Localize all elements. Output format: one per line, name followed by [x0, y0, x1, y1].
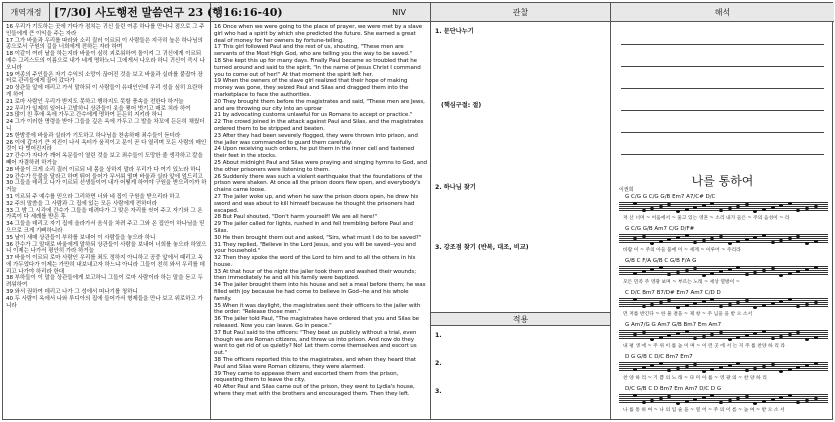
korean-verse: 19 여종의 주인들은 자기 수익의 소망이 끊어진 것을 보고 바울과 실라를 붙잡아 장터로 관리들에게 끌어 갔다가 [6, 71, 203, 85]
music-note [702, 204, 706, 207]
music-note [642, 401, 646, 404]
music-note [753, 306, 757, 309]
music-note [702, 370, 706, 373]
chord-line: D G G/B C D/C Bm7 Em7 [625, 354, 693, 360]
music-note [771, 241, 775, 244]
writing-line [621, 110, 824, 111]
music-note [719, 366, 723, 369]
niv-verse: 33 At that hour of the night the jailer took them and washed their wounds; then immediately he and all his family were baptized. [214, 268, 417, 282]
korean-verse: 32 주의 말씀을 그 사람과 그 집에 있는 모든 사람에게 전하더라 [6, 200, 157, 207]
music-note [659, 301, 663, 304]
niv-verse: 30 He then brought them out and asked, "Sirs, what must I do to be saved?" [214, 234, 422, 241]
niv-verse: 16 Once when we were going to the place of prayer, we were met by a slave girl who had a spirit by which she predicted the future. She earned a great deal of money for her owners by fortune-telling. [214, 24, 423, 44]
music-note [745, 238, 749, 241]
korean-verse: 30 그들을 데리고 나가 이르되 선생들이여 내가 어떻게 하여야 구원을 받으리이까 하거늘 [6, 180, 207, 194]
niv-verse: 25 About midnight Paul and Silas were praying and singing hymns to God, and the other prisoners were listening to them. [214, 159, 427, 173]
music-note [642, 270, 646, 273]
music-note [719, 270, 723, 273]
music-note [719, 209, 723, 212]
music-note [805, 399, 809, 402]
music-note [659, 336, 663, 339]
music-note [633, 237, 637, 240]
chord-line: G C/G G/B Am7 C/G D/F# [625, 226, 695, 232]
question-2: 2. 하나님 찾기 [435, 184, 476, 191]
music-note [788, 202, 792, 205]
music-note [633, 202, 637, 205]
music-note [728, 399, 732, 402]
version-left-label: 개역개정 [3, 3, 50, 21]
music-note [762, 304, 766, 307]
music-note [642, 209, 646, 212]
niv-verse: 37 But Paul said to the officers: "They beat us publicly without a trial, even though we are Roman citizens, and threw us into prison. And now do they want to get rid of us quietly? No! Let them come themselves and escort us out." [214, 329, 417, 357]
music-note [728, 207, 732, 210]
music-note [676, 306, 680, 309]
music-note [642, 366, 646, 369]
music-note [650, 338, 654, 341]
music-note [719, 401, 723, 404]
observe-body [431, 22, 610, 421]
niv-column [211, 3, 431, 419]
niv-verse: 20 They brought them before the magistrates and said, "These men are Jews, and are throwing our city into an uproar [214, 98, 425, 112]
music-note [642, 331, 646, 334]
music-note [702, 274, 706, 277]
korean-verse: 37 바울이 이르되 로마 사람인 우리를 죄도 정하지 아니하고 공중 앞에서 때리고 옥에 가두었다가 이제는 가만히 내보내고자 하느냐 아니라 그들이 친히 와서 우리를 데리고 나가야 하리라 한대 [6, 255, 205, 275]
apply-item-3: 3. [435, 388, 442, 395]
writing-line [621, 44, 824, 45]
korean-column [3, 3, 283, 419]
song-composer: 이권희 [619, 187, 634, 193]
korean-verse: 35 날이 새매 상관들이 부하를 보내어 이 사람들을 놓으라 하니 [6, 234, 156, 241]
korean-verse: 22 무리가 일제히 일어나 고발하니 상관들이 옷을 찢어 벗기고 매로 치라 하여 [6, 105, 191, 112]
korean-verse: 18 이같이 여러 날을 하는지라 바울이 심히 괴로워하여 돌이켜 그 귀신에게 이르되 예수 그리스도의 이름으로 내가 네게 명하노니 그에게서 나오라 하니 귀신이 즉시 나오니라 [6, 51, 205, 71]
niv-verse: 31 They replied, "Believe in the Lord Jesus, and you will be saved--you and your household." [214, 241, 416, 255]
page-title: [7/30] 사도행전 말씀연구 23 (행16:16-40) [54, 6, 283, 19]
lyric-line: 저 산 너머 ~ 어둠에서 ~ 울고 있는 영혼 ~ 소리 내가 들은 ~ 주의 음성이 ~ 라 [623, 216, 790, 221]
music-note [762, 269, 766, 272]
music-note [805, 364, 809, 367]
niv-verse: 28 But Paul shouted, "Don't harm yourself! We are all here!" [214, 214, 378, 221]
music-note [805, 268, 809, 271]
korean-verse: 40 두 사람이 옥에서 나와 루디아의 집에 들어가서 형제들을 만나 보고 위로하고 가니라 [6, 295, 203, 309]
music-note [771, 206, 775, 209]
korean-verse: 34 그들을 데리고 자기 집에 올라가서 음식을 차려 주고 그와 온 집안이 하나님을 믿으므로 크게 기뻐하니라 [6, 221, 205, 234]
korean-verse: 27 간수가 자다가 깨어 옥문들이 열린 것을 보고 죄수들이 도망한 줄 생각하고 칼을 빼어 자결하려 하거늘 [6, 153, 203, 166]
chord-line: G/B C F/A G/B C G/B F/A G [625, 258, 697, 264]
music-note [719, 235, 723, 238]
music-note [771, 337, 775, 340]
music-note [633, 298, 637, 301]
korean-verse: 24 그가 이러한 명령을 받아 그들을 깊은 옥에 가두고 그 발을 차꼬에 든든히 채웠더니 [6, 119, 205, 132]
header-observe [431, 3, 610, 22]
music-note [788, 394, 792, 397]
writing-line [621, 66, 824, 67]
music-note [659, 205, 663, 208]
key-verse-prompt: (핵심구절: 절) [441, 102, 482, 109]
music-note [650, 242, 654, 245]
writing-line [621, 132, 824, 133]
niv-verse: 23 After they had been severely flogged, they were thrown into prison, and the jailer was commanded to guard them carefully. [214, 132, 418, 146]
music-note [805, 242, 809, 245]
korean-verse: 29 간수가 등불을 달라고 하며 뛰어 들어가 무서워 떨며 바울과 실라 앞에 엎드리고 [6, 173, 203, 180]
music-note [788, 237, 792, 240]
music-note [676, 236, 680, 239]
korean-verse: 26 이에 갑자기 큰 지진이 나서 옥터가 움직이고 문이 곧 다 열리며 모든 사람의 매인 것이 다 벗어진지라 [6, 139, 207, 153]
korean-verse: 33 그 밤 그 시각에 간수가 그들을 데려다가 그 맞은 자리를 씻어 주고 자기와 그 온 가족이 다 세례를 받은 후 [6, 207, 203, 221]
music-note [642, 305, 646, 308]
niv-verse: 34 The jailer brought them into his house and set a meal before them; he was filled with joy because he had come to believe in God--he and his whole family. [214, 282, 426, 302]
music-note [728, 242, 732, 245]
music-note [814, 301, 818, 304]
music-note [702, 335, 706, 338]
music-note [771, 267, 775, 270]
niv-verse: 29 The jailer called for lights, rushed in and fell trembling before Paul and Silas. [214, 221, 413, 234]
niv-verse: 35 When it was daylight, the magistrates sent their officers to the jailer with the order: "Release those men." [214, 302, 421, 316]
lyric-line: 먼 저를 반긴다 ~ 한 물 결을 ~ 제 창 ~ 주 님을 을 받 으 소서 [623, 312, 753, 317]
music-note [685, 330, 689, 333]
music-note [753, 210, 757, 213]
lyric-line: 찬 양 하 리 ~ 기 쁨 의 노 래 ~ 다 미 아 를 ~ 영 광 의 ~ 찬 양 하 리 [623, 376, 767, 381]
music-note [676, 402, 680, 405]
music-note [788, 272, 792, 275]
interpret-body [611, 22, 834, 421]
music-note [676, 367, 680, 370]
music-note [788, 333, 792, 336]
chord-line: C D/C Bm7 B7/D# Em7 Am7 C/D D [625, 290, 721, 296]
korean-verse: 28 바울이 크게 소리 질러 이르되 네 몸을 상하지 말라 우리가 다 여기 있노라 하니 [6, 166, 201, 173]
chord-line: G Am7/G G Am7 G/B Bm7 Em Am7 [625, 322, 722, 328]
music-note [788, 368, 792, 371]
korean-verse: 23 많이 친 후에 옥에 가두고 간수에게 명하여 든든히 지키라 하니 [6, 112, 163, 119]
writing-line [621, 88, 824, 89]
music-note [745, 203, 749, 206]
lyric-line: 바람 이 ~ 주의 아들 품에 이 ~ 세계 ~ 이루어 ~ 주리라 [623, 248, 741, 253]
music-note [702, 396, 706, 399]
worksheet [2, 2, 833, 420]
music-note [685, 304, 689, 307]
music-note [745, 369, 749, 372]
header-left [3, 3, 283, 22]
interpret-column [611, 3, 834, 419]
version-right-label: NIV [392, 7, 406, 17]
music-note [788, 298, 792, 301]
music-note [814, 336, 818, 339]
writing-line [621, 154, 824, 155]
music-note [745, 299, 749, 302]
music-note [745, 273, 749, 276]
music-note [685, 234, 689, 237]
music-note [633, 394, 637, 397]
niv-verse: 18 She kept this up for many days. Finally Paul became so troubled that he turned around and said to the spirit, "In the name of Jesus Christ I command you to come out of her!" At that moment the spirit left her. [214, 57, 421, 78]
apply-item-2: 2. [435, 360, 442, 367]
music-note [762, 330, 766, 333]
music-note [676, 271, 680, 274]
music-note [676, 210, 680, 213]
korean-verse: 39 와서 권하여 데리고 나가 그 성에서 떠나기를 청하니 [6, 289, 138, 296]
niv-verse: 40 After Paul and Silas came out of the prison, they went to Lydia's house, where they met with the brothers and encouraged them. Then they left. [214, 384, 415, 398]
question-3: 3. 강조점 찾기 (반복, 대조, 비교) [435, 244, 529, 251]
music-note [762, 234, 766, 237]
korean-verse: 31 이르되 주 예수를 믿으라 그리하면 너와 네 집이 구원을 받으리라 하고 [6, 193, 180, 200]
music-note [771, 363, 775, 366]
music-note [771, 302, 775, 305]
interpret-label: 해석 [714, 7, 731, 17]
music-note [685, 208, 689, 211]
music-note [762, 400, 766, 403]
korean-verse: 20 상관들 앞에 데리고 가서 말하되 이 사람들이 유대인인데 우리 성을 심히 요란하게 하여 [6, 85, 203, 98]
music-note [762, 365, 766, 368]
music-note [779, 370, 783, 373]
music-note [814, 397, 818, 400]
music-note [728, 364, 732, 367]
music-note [633, 272, 637, 275]
chord-line: D/C G/B C D Bm7 Em Am7 D/C D G [625, 386, 722, 392]
music-note [814, 266, 818, 269]
niv-verse: 38 The officers reported this to the magistrates, and when they heard that Paul and Silas were Roman citizens, they were alarmed. [214, 357, 416, 370]
music-note [719, 305, 723, 308]
header-interpret [611, 3, 834, 22]
music-note [633, 368, 637, 371]
niv-verse: 17 This girl followed Paul and the rest of us, shouting, "These men are servants of the Most High God, who are telling you the way to be saved." [214, 44, 412, 58]
music-note [814, 240, 818, 243]
music-note [685, 365, 689, 368]
music-note [745, 334, 749, 337]
korean-verse: 38 부하들이 이 말을 상관들에게 보고하니 그들이 로마 사람이라 하는 말을 듣고 두려워하여 [6, 275, 203, 289]
music-note [702, 239, 706, 242]
music-note [659, 397, 663, 400]
music-note [762, 208, 766, 211]
music-note [642, 235, 646, 238]
music-note [659, 362, 663, 365]
music-note [633, 333, 637, 336]
apply-item-1: 1. [435, 332, 442, 339]
music-note [779, 274, 783, 277]
music-note [805, 207, 809, 210]
music-note [659, 266, 663, 269]
question-1: 1. 문단나누기 [435, 28, 474, 35]
niv-verse: 32 Then they spoke the word of the Lord to him and to all the others in his house. [214, 255, 416, 268]
korean-verse: 16 우리가 기도하는 곳에 가다가 점치는 귀신 들린 여종 하나를 만나니 점으로 그 주인들에게 큰 이익을 주는 자라 [6, 24, 205, 37]
chord-line: G C/G G C/G G/B Em7 A7/C# D/C [625, 194, 716, 200]
music-note [702, 300, 706, 303]
music-note [814, 362, 818, 365]
music-note [728, 338, 732, 341]
niv-verse: 39 They came to appease them and escorted them from the prison, requesting them to leave the city. [214, 370, 399, 384]
music-note [728, 268, 732, 271]
music-note [719, 331, 723, 334]
korean-verse: 36 간수가 그 말대로 바울에게 말하되 상관들이 사람을 보내어 너희를 놓으라 하였으니 이제는 나가서 평안히 가라 하거늘 [6, 241, 207, 255]
niv-verse: 27 The jailer woke up, and when he saw the prison doors open, he drew his sword and was about to kill himself because he thought the prisoners had escaped. [214, 193, 419, 214]
niv-verse: 22 The crowd joined in the attack against Paul and Silas, and the magistrates ordered them to be stripped and beaten. [214, 119, 424, 132]
niv-verse: 26 Suddenly there was such a violent earthquake that the foundations of the prison were shaken. At once all the prison doors flew open, and everybody's chains came loose. [214, 173, 423, 194]
music-note [685, 400, 689, 403]
music-note [771, 398, 775, 401]
music-note [685, 269, 689, 272]
music-note [745, 395, 749, 398]
observe-label: 관찰 [512, 7, 529, 17]
korean-verse: 25 한밤중에 바울과 실라가 기도하고 하나님을 찬송하매 죄수들이 듣더라 [6, 132, 181, 139]
korean-verse: 17 그가 바울과 우리를 따라와 소리 질러 이르되 이 사람들은 지극히 높은 하나님의 종으로서 구원의 길을 너희에게 전하는 자라 하며 [6, 37, 203, 51]
lyric-line: 내 평 생 에 ~ 주 위 이 를 높 이 며 ~ 이 런 곳 에 서 는 지 주 를 찬양 하 리 라 [623, 344, 786, 349]
lyric-line: 나 를 통 하 여 ~ 나 의 입 술 을 ~ 열 어 ~ 주 의 이 름 ~ 높 여 ~ 받 으 소 서 [623, 408, 785, 413]
music-note [753, 402, 757, 405]
niv-verse: 36 The jailer told Paul, "The magistrates have ordered that you and Silas be released. Now you can leave. Go in peace." [214, 316, 420, 330]
observe-column [431, 3, 611, 419]
music-note [805, 303, 809, 306]
korean-verse: 21 로마 사람인 우리가 받지도 못하고 행하지도 못할 풍속을 전한다 하거늘 [6, 98, 184, 105]
niv-verse: 24 Upon receiving such orders, he put them in the inner cell and fastened their feet in the stocks. [214, 146, 415, 160]
korean-verses [3, 22, 210, 311]
niv-verses [211, 22, 430, 400]
music-note [659, 240, 663, 243]
song-title: 나를 통하여 [691, 174, 754, 188]
apply-header: 적용 [431, 312, 610, 326]
music-note [728, 303, 732, 306]
music-note [814, 205, 818, 208]
niv-verse: 21 by advocating customs unlawful for us Romans to accept or practice." [214, 112, 413, 119]
niv-verse: 19 When the owners of the slave girl realized that their hope of making money was gone, they seized Paul and Silas and dragged them into the marketplace to face the authorities. [214, 78, 409, 98]
music-note [805, 338, 809, 341]
music-note [676, 332, 680, 335]
lyric-line: 모든 민족 주 영광 보며 ~ 부르는 노래 ~ 세상 열방이 ~ [623, 280, 740, 285]
